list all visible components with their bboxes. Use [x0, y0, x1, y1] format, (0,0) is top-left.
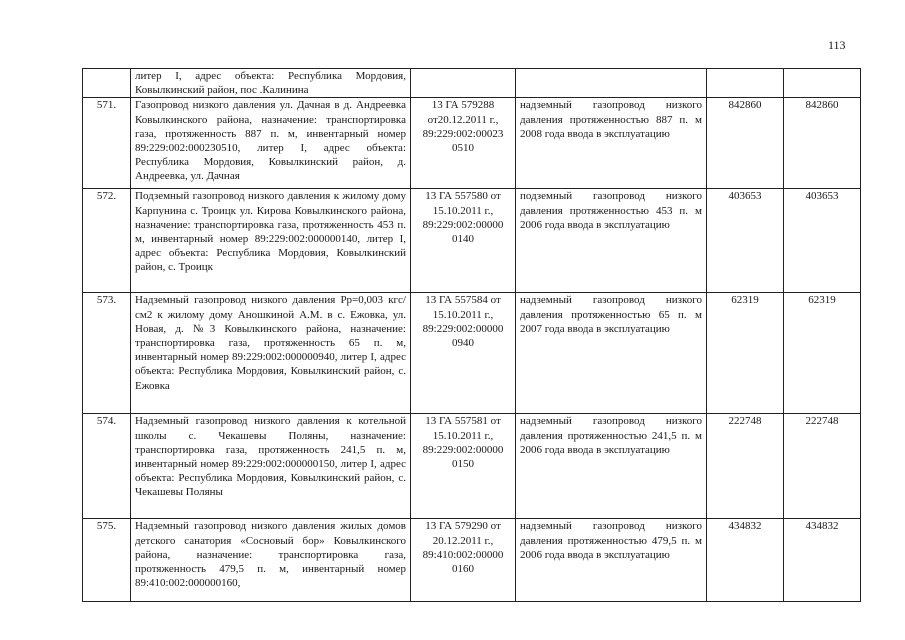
registration-info: 13 ГА 579290 от 20.12.2011 г., 89:410:002:00000 0160: [411, 519, 516, 602]
table-row: [83, 98, 861, 189]
row-number: 575.: [83, 519, 131, 602]
object-description: Подземный газопровод низкого давления к жилому дому Карпунина с. Троицк ул. Кирова Ковылкинского района, назначение: транспортировка газа, протяженность 453 п. м, инвентарный номер 89:229:002:000000140, литер I, адрес объекта: Республика Мордовия, Ковылкинский район, с. Троицк: [131, 189, 411, 293]
object-characteristic: надземный газопровод низкого давления протяженностью 241,5 п. м 2006 года ввода в эксплуатацию: [516, 414, 707, 519]
object-description: Газопровод низкого давления ул. Дачная в д. Андреевка Ковылкинского района, назначение: транспортировка газа, протяженность 887 п. м, инвентарный номер 89:229:002:000230510, литер I, адрес объекта: Республика Мордовия, Ковылкинский район, д. Андреевка, ул. Дачная: [131, 98, 411, 189]
row-number: 572.: [83, 189, 131, 293]
table-row: [83, 293, 861, 414]
value-cell-1: [707, 69, 784, 98]
registration-info: 13 ГА 557581 от 15.10.2011 г., 89:229:002:00000 0150: [411, 414, 516, 519]
object-description: Надземный газопровод низкого давления к котельной школы с. Чекашевы Поляны, назначение: транспортировка газа, протяженность 241,5 п. м, инвентарный номер 89:229:002:000000150, литер I, адрес объекта: Республика Мордовия, Ковылкинский район, с. Чекашевы Поляны: [131, 414, 411, 519]
object-characteristic: надземный газопровод низкого давления протяженностью 65 п. м 2007 года ввода в эксплуатацию: [516, 293, 707, 414]
table-row: [83, 519, 861, 602]
value-cell-2: 842860: [784, 98, 861, 189]
value-cell-1: 403653: [707, 189, 784, 293]
registry-table: [82, 68, 861, 602]
object-description: литер I, адрес объекта: Республика Мордовия, Ковылкинский район, пос .Калинина: [131, 69, 411, 98]
value-cell-2: 434832: [784, 519, 861, 602]
registration-info: 13 ГА 557584 от 15.10.2011 г., 89:229:002:00000 0940: [411, 293, 516, 414]
registration-info: [411, 69, 516, 98]
object-description: Надземный газопровод низкого давления жилых домов детского санатория «Сосновый бор» Ковылкинского района, назначение: транспортировка газа, протяженность 479,5 п. м, инвентарный номер 89:410:002:000000160,: [131, 519, 411, 602]
object-characteristic: подземный газопровод низкого давления протяженностью 453 п. м 2006 года ввода в эксплуатацию: [516, 189, 707, 293]
value-cell-1: 434832: [707, 519, 784, 602]
table-row: [83, 414, 861, 519]
row-number: [83, 69, 131, 98]
registration-info: 13 ГА 579288 от20.12.2011 г., 89:229:002:00023 0510: [411, 98, 516, 189]
value-cell-2: 62319: [784, 293, 861, 414]
object-characteristic: надземный газопровод низкого давления протяженностью 887 п. м 2008 года ввода в эксплуатацию: [516, 98, 707, 189]
value-cell-1: 222748: [707, 414, 784, 519]
value-cell-1: 62319: [707, 293, 784, 414]
value-cell-2: 222748: [784, 414, 861, 519]
page-number: 113: [828, 38, 846, 52]
value-cell-1: 842860: [707, 98, 784, 189]
value-cell-2: 403653: [784, 189, 861, 293]
row-number: 571.: [83, 98, 131, 189]
object-characteristic: надземный газопровод низкого давления протяженностью 479,5 п. м 2006 года ввода в эксплуатацию: [516, 519, 707, 602]
object-characteristic: [516, 69, 707, 98]
registration-info: 13 ГА 557580 от 15.10.2011 г., 89:229:002:00000 0140: [411, 189, 516, 293]
value-cell-2: [784, 69, 861, 98]
row-number: 573.: [83, 293, 131, 414]
table-row: [83, 189, 861, 293]
object-description: Надземный газопровод низкого давления Рр=0,003 кгс/см2 к жилому дому Аношкиной А.М. в с. Ежовка, ул. Новая, д. №3 Ковылкинского района, назначение: транспортировка газа, протяженность 65 п. м, инвентарный номер 89:229:002:000000940, литер I, адрес объекта: Республика Мордовия, Ковылкинский район, с. Ежовка: [131, 293, 411, 414]
table-row: [83, 69, 861, 98]
row-number: 574.: [83, 414, 131, 519]
